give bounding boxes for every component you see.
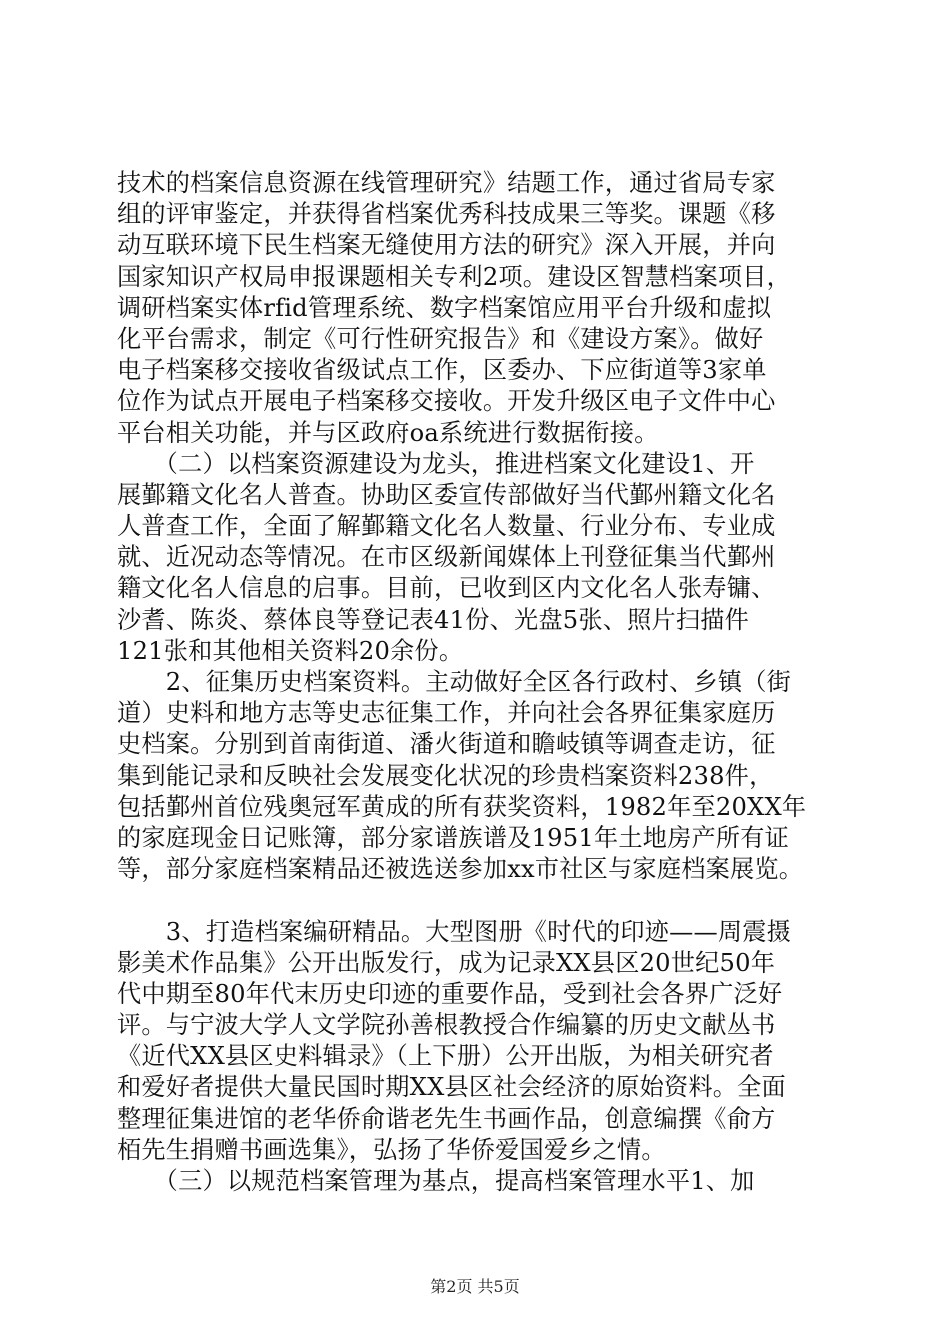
text-line: 栢先生捐赠书画选集》，弘扬了华侨爱国爱乡之情。 [117,1135,666,1164]
text-line: 技术的档案信息资源在线管理研究》结题工作，通过省局专家 [117,169,776,197]
text-line: 2、征集历史档案资料。主动做好全区各行政村、乡镇（街 [117,668,792,696]
text-line: 动互联环境下民生档案无缝使用方法的研究》深入开展，并向 [117,231,776,260]
text-line: （二）以档案资源建设为龙头，推进档案文化建设1、开 [117,449,755,478]
text-line: 组的评审鉴定，并获得省档案优秀科技成果三等奖。课题《移 [117,200,776,229]
text-line: 集到能记录和反映社会发展变化状况的珍贵档案资料238件， [117,761,774,790]
text-line: 就、近况动态等情况。在市区级新闻媒体上刊登征集当代鄞州 [117,543,776,572]
text-line: 3、打造档案编研精品。大型图册《时代的印迹——周震摄 [117,917,792,946]
text-line: 整理征集进馆的老华侨俞谐老先生书画作品，创意编撰《俞方 [117,1104,776,1133]
text-line: 影美术作品集》公开出版发行，成为记录XX县区20世纪50年 [117,948,776,977]
text-line: 等，部分家庭档案精品还被选送参加xx市社区与家庭档案展览。 [117,855,804,884]
text-line: 史档案。分别到首南街道、潘火街道和瞻岐镇等调查走访，征 [117,730,776,759]
text-line: 籍文化名人信息的启事。目前，已收到区内文化名人张寿镛、 [117,574,776,603]
text-line: 位作为试点开展电子档案移交接收。开发升级区电子文件中心 [117,387,776,416]
text-line: 包括鄞州首位残奥冠军黄成的所有获奖资料，1982年至20XX年 [117,792,807,821]
text-line: 和爱好者提供大量民国时期XX县区社会经济的原始资料。全面 [117,1073,786,1102]
text-line: 代中期至80年代末历史印迹的重要作品，受到社会各界广泛好 [117,979,783,1008]
text-line: 电子档案移交接收省级试点工作，区委办、下应街道等3家单 [117,356,767,385]
text-line: 化平台需求，制定《可行性研究报告》和《建设方案》。做好 [117,324,764,353]
page-number-footer: 第2页 共5页 [430,1277,520,1296]
text-line: 的家庭现金日记账簿，部分家谱族谱及1951年土地房产所有证 [117,823,790,852]
text-line: 121张和其他相关资料20余份。 [117,636,464,665]
text-line: 平台相关功能，并与区政府oa系统进行数据衔接。 [117,418,659,447]
blank-line [117,885,837,916]
document-body [117,168,837,1197]
text-line: 人普查工作，全面了解鄞籍文化名人数量、行业分布、专业成 [117,512,776,541]
text-line: 国家知识产权局申报课题相关专利2项。建设区智慧档案项目， [117,262,792,291]
text-line: 沙耆、陈炎、蔡体良等登记表41份、光盘5张、照片扫描件 [117,605,750,634]
text-line: 调研档案实体rfid管理系统、数字档案馆应用平台升级和虚拟 [117,293,772,322]
text-line: 《近代XX县区史料辑录》（上下册）公开出版，为相关研究者 [117,1042,774,1071]
text-line: 道）史料和地方志等史志征集工作，并向社会各界征集家庭历 [117,699,776,728]
text-line: 展鄞籍文化名人普查。协助区委宣传部做好当代鄞州籍文化名 [117,480,776,509]
text-line: （三）以规范档案管理为基点，提高档案管理水平1、加 [117,1167,755,1195]
text-line: 评。与宁波大学人文学院孙善根教授合作编纂的历史文献丛书 [117,1011,776,1040]
